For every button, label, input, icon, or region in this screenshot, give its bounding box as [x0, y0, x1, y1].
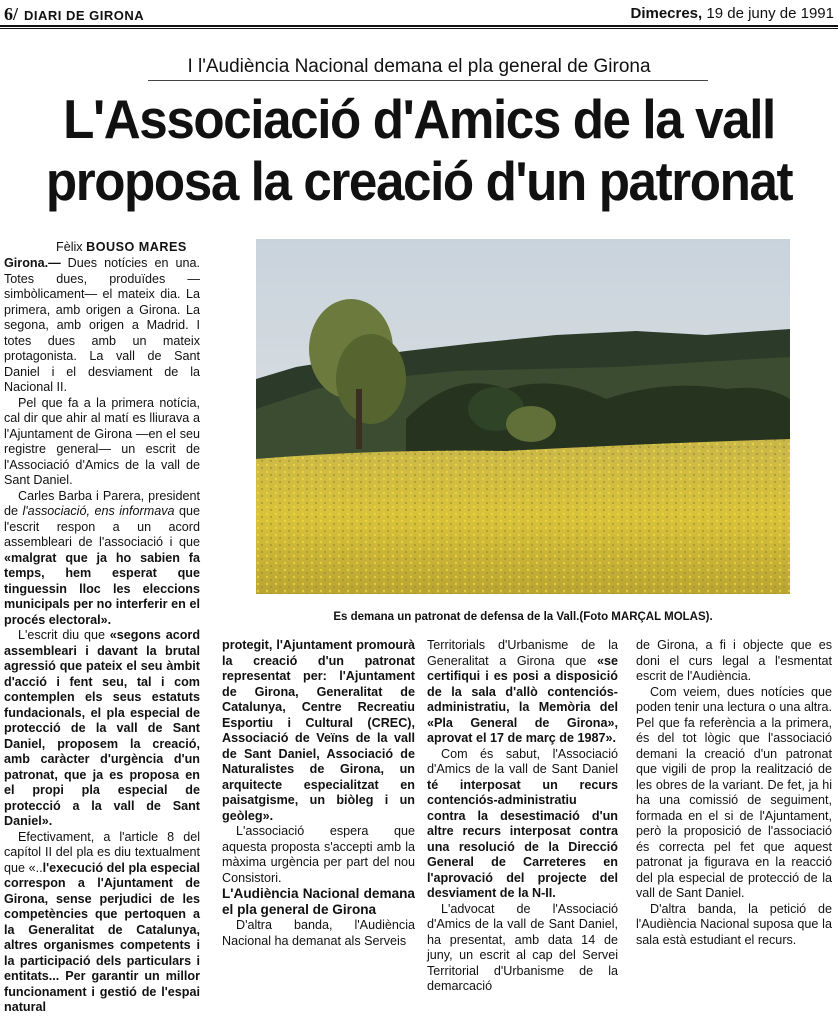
page-number: 6/	[4, 4, 19, 24]
weekday: Dimecres,	[630, 5, 703, 22]
paragraph	[4, 256, 200, 396]
masthead-date	[630, 5, 834, 22]
quote: l'Ajuntament promourà la creació d'un patronat representat per: l'Ajuntament de Girona, Generalitat de Catalunya, Centre Recreatiu Esportiu i Cultural (CREC), Associació de Veïns de la vall de Sant Daniel, Associació de Naturalistes de Girona, un arquitecte especialitzat en paisatgisme, un biòleg i un geòleg».	[222, 638, 415, 823]
kicker: I l'Audiència Nacional demana el pla general de Girona	[187, 56, 651, 77]
text: L'escrit diu que	[18, 628, 110, 642]
quote: l'execució del pla especial correspon a l'Ajuntament de Girona, sense perjudici de les competències que pertoquen a la Generalitat de Catalunya, altres organismes competents i la participació dels particulars i entitats... Per garantir un millor funcionament i gestió de l'espai natural	[4, 860, 201, 1014]
top-rule	[0, 25, 838, 27]
paragraph: D'altra banda, l'Audiència Nacional ha demanat als Serveis	[222, 918, 415, 948]
paragraph	[427, 638, 618, 747]
paragraph	[222, 638, 415, 824]
top-rule-thin	[0, 28, 838, 29]
masthead	[0, 0, 838, 26]
paragraph	[427, 747, 618, 902]
text: protegit,	[222, 638, 273, 652]
paragraph: L'advocat de l'Associació d'Amics de la vall de Sant Daniel, ha presentat, amb data 14 de juny, un escrit al cap del Servei Territorial d'Urbanisme de la demarcació	[427, 901, 618, 993]
byline-surname: BOUSO MARES	[86, 240, 187, 254]
quote: té interposat un recurs contenciós-administratiu contra la desestimació d'un altre recurs interposat contra una resolució de la Direcció General de Carreteres en l'aprovació del projecte del desviament de la N-II.	[427, 777, 618, 900]
date: 19 de juny de 1991	[706, 5, 834, 22]
text: Dues notícies en una. Totes dues, produïdes —simbòlicament— el mateix dia. La primera, amb origen a Girona. La segona, amb origen a Madrid. I totes dues amb un mateix protagonista. La vall de Sant Daniel i el desviament de la Nacional II.	[4, 256, 200, 394]
quote: «malgrat que ja ho sabien fa temps, hem esperat que tinguessin lloc les eleccions municipals per no interferir en el procés electoral».	[4, 550, 200, 627]
paper-name: DIARI DE GIRONA	[24, 8, 145, 23]
quote: «se certifiqui i es posi a disposició de la sala d'allò contenciós-administratiu, la Memòria del «Pla General de Girona», aprovat el 17 de març de 1987».	[427, 653, 618, 745]
paragraph: Com veiem, dues notícies que poden tenir una lectura o una altra. Pel que fa referència a la primera, és del tot lògic que l'associació demani la creació d'un patronat que vigili de prop la realització de les obres de la variant. De fet, ja hi ha una comissió de seguiment, formada en el si de l'Ajuntament, però la proposició de l'associació és correcta pel fet que aquest patronat ja figurava en la reacció del pla especial de protecció de la vall de Sant Daniel.	[636, 684, 832, 900]
dateline: Girona.—	[4, 256, 61, 270]
byline-first-name: Fèlix	[56, 240, 83, 254]
text: Com és sabut, l'Associació d'Amics de la vall de Sant Daniel	[427, 746, 618, 776]
paragraph: de Girona, a fi i objecte que es doni el curs legal a l'esmentat escrit de l'Audiència.	[636, 638, 832, 683]
text: Carles Barba i Parera, president de	[4, 488, 200, 518]
byline	[56, 240, 187, 254]
valley-landscape-image	[256, 239, 790, 594]
paragraph: Pel que fa a la primera notícia, cal dir que ahir al matí es lliurava a l'Ajuntament de Girona —en el seu registre general— un escrit de l'Associació d'Amics de la vall de Sant Daniel.	[4, 395, 200, 487]
text: Territorials d'Urbanisme de la Generalitat a Girona que	[427, 638, 618, 668]
column-1	[4, 256, 200, 1016]
column-3	[427, 638, 618, 995]
photo-caption: Es demana un patronat de defensa de la Vall.(Foto MARÇAL MOLAS).	[333, 611, 713, 623]
text: Efectivament, a l'article 8 del capítol II del pla es diu textualment que «..	[4, 829, 200, 875]
quote: «segons acord assembleari i davant la brutal agressió que pateix el seu àmbit d'acció i fent seu, tal i com contemplen els seus estatuts fundacionals, el pla especial de protecció de la vall de Sant Daniel, proposem la creació, amb caràcter d'urgència d'un patronat, que ja es proposa en el propi pla especial de protecció a la vall de Sant Daniel».	[4, 628, 201, 828]
headline-line-2: proposa la creació d'un patronat	[45, 150, 793, 212]
valley-photo	[256, 239, 790, 594]
paragraph	[4, 489, 200, 629]
paragraph: D'altra banda, la petició de l'Audiència Nacional suposa que la sala està estudiant el recurs.	[636, 901, 832, 947]
column-2	[222, 638, 415, 949]
headline	[29, 88, 808, 212]
paragraph: L'associació espera que aquesta proposta s'accepti amb la màxima urgència per part del nou Consistori.	[222, 824, 415, 885]
headline-line-1: L'Associació d'Amics de la vall	[63, 88, 775, 150]
paragraph	[4, 830, 200, 1016]
column-4	[636, 638, 832, 948]
kicker-underline	[148, 80, 708, 81]
text: que l'escrit respon a un acord assembleari de l'associació i que	[4, 504, 200, 549]
masthead-left	[4, 4, 144, 25]
subheading: L'Audiència Nacional demana el pla general de Girona	[222, 886, 415, 917]
text: l'associació, ens informava	[22, 504, 175, 518]
paragraph	[4, 628, 200, 830]
